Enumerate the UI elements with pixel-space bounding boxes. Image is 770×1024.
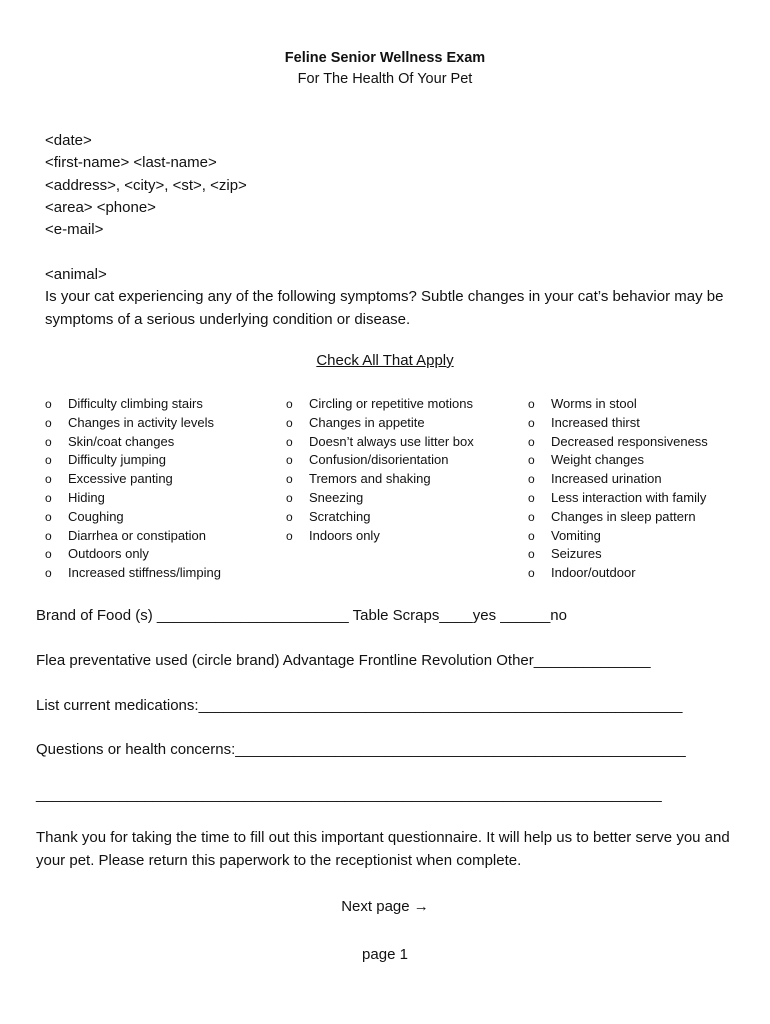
symptom-item[interactable] — [528, 433, 763, 452]
animal-placeholder: <animal> — [45, 266, 107, 283]
checkbox-bullet-icon: o — [528, 547, 535, 562]
check-all-heading: Check All That Apply — [316, 352, 454, 369]
checkbox-bullet-icon: o — [286, 434, 293, 449]
form-subtitle: For The Health Of Your Pet — [297, 71, 473, 87]
checkbox-bullet-icon: o — [45, 547, 52, 562]
checkbox-bullet-icon: o — [528, 509, 535, 524]
symptom-label: Skin/coat changes — [68, 433, 175, 449]
symptom-item[interactable] — [528, 527, 763, 546]
symptom-column-1 — [45, 395, 275, 583]
symptom-item[interactable] — [528, 470, 763, 489]
symptom-label: Less interaction with family — [551, 489, 707, 505]
checkbox-bullet-icon: o — [45, 566, 52, 581]
symptom-item[interactable] — [286, 451, 476, 470]
checkbox-bullet-icon: o — [286, 397, 293, 411]
checkbox-bullet-icon: o — [45, 415, 52, 430]
contact-address: <address>, <city>, <st>, <zip> — [45, 176, 247, 194]
thank-you-note: Thank you for taking the time to fill out this important questionnaire. It will help us to better serve you and your pet. Please return this paperwork to the receptionist when complete. — [36, 829, 730, 869]
symptom-label: Coughing — [68, 508, 124, 524]
symptom-label: Diarrhea or constipation — [68, 527, 207, 543]
checkbox-bullet-icon: o — [286, 509, 293, 524]
checkbox-bullet-icon: o — [528, 472, 535, 487]
symptom-item[interactable] — [45, 545, 275, 564]
checkbox-bullet-icon: o — [528, 566, 535, 581]
symptom-item[interactable] — [45, 470, 275, 489]
symptom-item[interactable] — [528, 508, 763, 527]
flea-preventative-field[interactable]: Flea preventative used (circle brand) Advantage Frontline Revolution Other______________ — [36, 652, 651, 669]
form-title: Feline Senior Wellness Exam — [284, 50, 486, 66]
concerns-field[interactable]: Questions or health concerns:______________________________________________________ — [36, 741, 686, 758]
symptom-item[interactable] — [45, 395, 275, 414]
symptom-item[interactable] — [45, 564, 275, 583]
symptom-label: Worms in stool — [551, 396, 637, 411]
checkbox-bullet-icon: o — [286, 528, 293, 543]
checkbox-bullet-icon: o — [45, 434, 52, 449]
symptom-item[interactable] — [286, 433, 476, 452]
symptom-label: Increased stiffness/limping — [68, 565, 221, 581]
symptom-item[interactable] — [528, 489, 763, 508]
symptom-item[interactable] — [45, 489, 275, 508]
symptom-item[interactable] — [286, 395, 476, 414]
checkbox-bullet-icon: o — [45, 490, 52, 505]
symptom-label: Tremors and shaking — [309, 471, 431, 487]
next-page-link[interactable]: Next page → — [341, 898, 429, 915]
symptom-label: Increased thirst — [551, 414, 640, 430]
checkbox-bullet-icon: o — [45, 453, 52, 468]
checkbox-bullet-icon: o — [286, 472, 293, 487]
symptom-item[interactable] — [286, 489, 476, 508]
checkbox-bullet-icon: o — [45, 509, 52, 524]
symptom-column-3 — [528, 395, 763, 583]
contact-name: <first-name> <last-name> — [45, 154, 217, 172]
symptom-item[interactable] — [286, 414, 476, 433]
contact-email: <e-mail> — [45, 221, 104, 239]
symptom-item[interactable] — [528, 545, 763, 564]
concerns-extra-line[interactable]: ___________________________________________________________________________ — [36, 786, 662, 803]
symptom-label: Increased urination — [551, 471, 662, 487]
symptom-label: Decreased responsiveness — [551, 433, 708, 449]
symptom-label: Excessive panting — [68, 471, 173, 487]
contact-phone: <area> <phone> — [45, 198, 156, 216]
symptom-item[interactable] — [45, 414, 275, 433]
symptom-label: Circling or repetitive motions — [309, 396, 474, 411]
symptom-label: Outdoors only — [68, 546, 149, 562]
symptom-item[interactable] — [528, 451, 763, 470]
symptom-label: Weight changes — [551, 452, 644, 468]
symptom-label: Indoor/outdoor — [551, 565, 636, 581]
symptom-label: Doesn’t always use litter box — [309, 433, 474, 449]
checkbox-bullet-icon: o — [45, 472, 52, 487]
symptom-label: Difficulty climbing stairs — [68, 396, 203, 411]
symptom-label: Vomiting — [551, 527, 601, 543]
checkbox-bullet-icon: o — [528, 453, 535, 468]
symptom-item[interactable] — [286, 470, 476, 489]
symptom-item[interactable] — [528, 564, 763, 583]
symptom-label: Scratching — [309, 508, 371, 524]
symptom-question: Is your cat experiencing any of the following symptoms? Subtle changes in your cat’s behavior may be symptoms of a serious underlying condition or disease. — [45, 288, 724, 328]
checkbox-bullet-icon: o — [45, 397, 52, 411]
symptom-column-2 — [286, 395, 476, 545]
symptom-label: Changes in activity levels — [68, 414, 214, 430]
symptom-label: Seizures — [551, 546, 602, 562]
symptom-item[interactable] — [528, 414, 763, 433]
contact-block — [45, 130, 247, 241]
checkbox-bullet-icon: o — [45, 528, 52, 543]
symptom-item[interactable] — [286, 508, 476, 527]
symptom-label: Changes in appetite — [309, 414, 425, 430]
symptom-label: Difficulty jumping — [68, 452, 167, 468]
checkbox-bullet-icon: o — [528, 434, 535, 449]
symptom-label: Sneezing — [309, 489, 364, 505]
symptom-item[interactable] — [528, 395, 763, 414]
checkbox-bullet-icon: o — [528, 397, 535, 411]
checkbox-bullet-icon: o — [528, 528, 535, 543]
symptom-item[interactable] — [45, 433, 275, 452]
symptom-label: Changes in sleep pattern — [551, 508, 696, 524]
page-number: page 1 — [362, 946, 408, 963]
symptom-item[interactable] — [45, 527, 275, 546]
checkbox-bullet-icon: o — [286, 415, 293, 430]
checkbox-bullet-icon: o — [286, 490, 293, 505]
checkbox-bullet-icon: o — [286, 453, 293, 468]
symptom-label: Confusion/disorientation — [309, 452, 449, 468]
symptom-item[interactable] — [45, 451, 275, 470]
symptom-item[interactable] — [286, 527, 476, 546]
symptom-label: Hiding — [68, 489, 105, 505]
contact-date: <date> — [45, 132, 92, 149]
symptom-item[interactable] — [45, 508, 275, 527]
food-brand-field[interactable]: Brand of Food (s) _______________________ Table Scraps____yes ______no — [36, 607, 567, 624]
checkbox-bullet-icon: o — [528, 415, 535, 430]
medications-field[interactable]: List current medications:__________________________________________________________ — [36, 697, 683, 714]
symptom-label: Indoors only — [309, 527, 380, 543]
checkbox-bullet-icon: o — [528, 490, 535, 505]
